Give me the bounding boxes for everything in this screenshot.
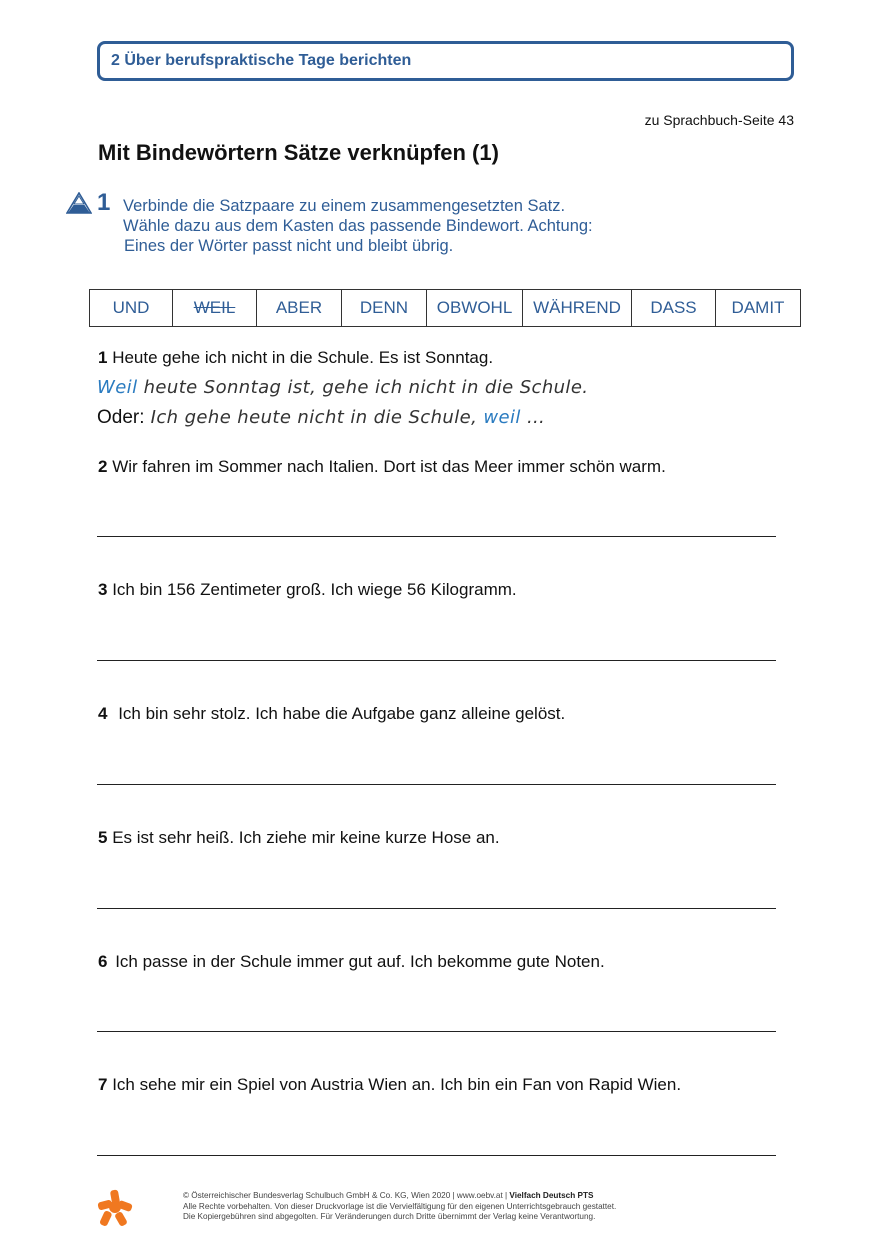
footer-copyright-text: © Österreichischer Bundesverlag Schulbuch GmbH & Co. KG, Wien 2020 | www.oebv.at |	[183, 1191, 510, 1200]
answer-line[interactable]	[97, 1155, 776, 1156]
footer-line-1	[183, 1191, 616, 1202]
exercise-sentence: Ich bin 156 Zentimeter groß. Ich wiege 56 Kilogramm.	[112, 580, 517, 599]
answer-text: Ich gehe heute nicht in die Schule,	[144, 407, 484, 428]
word-waehrend: WÄHREND	[523, 290, 632, 326]
exercise-sentence: Wir fahren im Sommer nach Italien. Dort ist das Meer immer schön warm.	[112, 457, 666, 476]
difficulty-level-icon	[66, 192, 92, 214]
answer-line[interactable]	[97, 1031, 776, 1032]
footer-line-2: Alle Rechte vorbehalten. Von dieser Druckvorlage ist die Vervielfältigung für den eigenen Unterrichtsgebrauch gestattet.	[183, 1201, 617, 1211]
exercise-number: 2	[98, 457, 108, 476]
exercise-sentence: Ich bin sehr stolz. Ich habe die Aufgabe ganz alleine gelöst.	[118, 704, 566, 723]
word-und: UND	[90, 290, 173, 326]
answer-ellipsis: …	[520, 407, 546, 428]
exercise-1	[98, 348, 493, 368]
example-answer-1	[97, 377, 588, 398]
word-aber: ABER	[257, 290, 342, 326]
task-instruction	[123, 196, 593, 256]
exercise-number: 7	[98, 1075, 108, 1094]
example-answer-2	[97, 407, 545, 429]
answer-line[interactable]	[97, 536, 776, 537]
exercise-3	[98, 580, 517, 600]
answer-line[interactable]	[97, 784, 776, 785]
instruction-line: Wähle dazu aus dem Kasten das passende Bindewort. Achtung:	[123, 217, 593, 235]
exercise-number: 4	[98, 704, 108, 723]
publisher-logo-icon	[96, 1188, 134, 1228]
answer-text: heute Sonntag ist, gehe ich nicht in die Schule.	[137, 377, 589, 398]
chapter-header	[97, 41, 794, 81]
exercise-number: 5	[98, 828, 108, 847]
word-dass: DASS	[632, 290, 716, 326]
exercise-number: 3	[98, 580, 108, 599]
word-damit: DAMIT	[731, 298, 785, 317]
page-reference: zu Sprachbuch-Seite 43	[644, 112, 794, 128]
exercise-2	[98, 457, 666, 477]
oder-label: Oder:	[97, 407, 145, 428]
instruction-line: Eines der Wörter passt nicht und bleibt übrig.	[124, 237, 454, 255]
exercise-7	[98, 1075, 681, 1095]
exercise-sentence: Es ist sehr heiß. Ich ziehe mir keine kurze Hose an.	[112, 828, 500, 847]
task-number: 1	[97, 189, 111, 216]
exercise-4	[98, 704, 565, 724]
word-obwohl: OBWOHL	[427, 290, 523, 326]
exercise-5	[98, 828, 500, 848]
exercise-number: 1	[98, 348, 108, 367]
exercise-6	[98, 952, 605, 972]
answer-line[interactable]	[97, 908, 776, 909]
footer-product-name: Vielfach Deutsch PTS	[509, 1191, 594, 1200]
chapter-title: 2 Über berufspraktische Tage berichten	[111, 52, 412, 69]
exercise-sentence: Heute gehe ich nicht in die Schule. Es ist Sonntag.	[112, 348, 494, 367]
footer-line-3: Die Kopiergebühren sind abgegolten. Für Veränderungen durch Dritte übernimmt der Verlag keine Verantwortung.	[183, 1212, 596, 1221]
exercise-number: 6	[98, 952, 108, 971]
instruction-line: Verbinde die Satzpaare zu einem zusammengesetzten Satz.	[123, 197, 566, 215]
answer-conjunction: Weil	[97, 377, 138, 398]
answer-line[interactable]	[97, 660, 776, 661]
exercise-sentence: Ich passe in der Schule immer gut auf. Ich bekomme gute Noten.	[115, 952, 605, 971]
footer-copyright	[183, 1191, 616, 1223]
exercise-sentence: Ich sehe mir ein Spiel von Austria Wien an. Ich bin ein Fan von Rapid Wien.	[112, 1075, 682, 1094]
page-title: Mit Bindewörtern Sätze verknüpfen (1)	[98, 140, 499, 165]
word-denn: DENN	[342, 290, 427, 326]
answer-conjunction: weil	[483, 407, 521, 428]
conjunction-word-box	[89, 289, 801, 327]
word-weil-struck: WEIL	[173, 290, 257, 326]
